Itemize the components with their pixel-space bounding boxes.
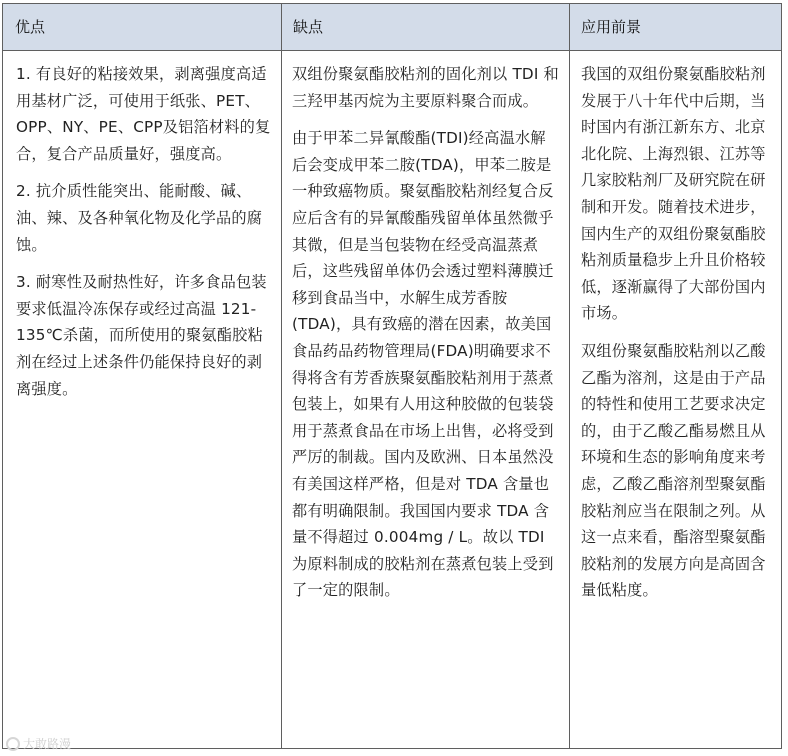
- comparison-table: [2, 3, 782, 749]
- header-row: [3, 4, 781, 50]
- cons-paragraph-1: 双组份聚氨酯胶粘剂的固化剂以 TDI 和三羟甲基丙烷为主要原料聚合而成。: [292, 65, 559, 110]
- pros-cell: [16, 61, 273, 413]
- header-divider: [3, 50, 781, 51]
- pros-item-2: 2. 抗介质性能突出、能耐酸、碱、油、辣、及各种氧化物及化学品的腐蚀。: [16, 182, 263, 254]
- header-cons: 缺点: [293, 18, 324, 36]
- watermark-logo-icon: [6, 737, 20, 751]
- application-paragraph-2: 双组份聚氨酯胶粘剂以乙酸乙酯为溶剂，这是由于产品的特性和使用工艺要求决定的，由于乙酸乙酯易燃且从环境和生态的影响角度来考虑，乙酸乙酯溶剂型聚氨酯胶粘剂应当在限制之列。从这一点来看，酯溶型聚氨酯胶粘剂的发展方向是高固含量低粘度。: [581, 341, 766, 600]
- column-divider-2: [569, 4, 570, 748]
- column-divider-1: [281, 4, 282, 748]
- watermark: [6, 735, 71, 752]
- application-paragraph-1: 我国的双组份聚氨酯胶粘剂发展于八十年代中后期，当时国内有浙江新东方、北京北化院、上海烈银、江苏等几家胶粘剂厂及研究院在研制和开发。随着技术进步，国内生产的双组份聚氨酯胶粘剂质量稳步上升且价格较低，逐渐赢得了大部份国内市场。: [581, 65, 766, 323]
- header-application: 应用前景: [581, 18, 642, 36]
- cons-paragraph-2: 由于甲苯二异氰酸酯(TDI)经高温水解后会变成甲苯二胺(TDA)，甲苯二胺是一种致癌物质。聚氨酯胶粘剂经复合反应后含有的异氰酸酯残留单体虽然微乎其微，但是当包装物在经受高温蒸煮后，这些残留单体仍会透过塑料薄膜迁移到食品当中，水解生成芳香胺(TDA)，具有致癌的潜在因素，故美国食品药品药物管理局(FDA)明确要求不得将含有芳香族聚氨酯胶粘剂用于蒸煮包装上，如果有人用这种胶做的包装袋用于蒸煮食品在市场上出售，必将受到严厉的制裁。国内及欧洲、日本虽然没有美国这样严格，但是对 TDA 含量也都有明确限制。我国国内要求 TDA 含量不得超过 0.004mg / L。故以 TDI 为原料制成的胶粘剂在蒸煮包装上受到了一定的限制。: [292, 129, 554, 600]
- cons-cell: [292, 61, 559, 615]
- application-cell: [581, 61, 771, 615]
- pros-item-1: 1. 有良好的粘接效果，剥离强度高适用基材广泛，可使用于纸张、PET、OPP、NY、PE、CPP及铝箔材料的复合，复合产品质量好，强度高。: [16, 65, 271, 163]
- header-pros: 优点: [15, 18, 46, 36]
- watermark-text: 大敢路漫: [23, 737, 72, 751]
- pros-item-3: 3. 耐寒性及耐热性好，许多食品包装要求低温冷冻保存或经过高温 121-135℃杀菌，而所使用的聚氨酯胶粘剂在经过上述条件仍能保持良好的剥离强度。: [16, 273, 267, 398]
